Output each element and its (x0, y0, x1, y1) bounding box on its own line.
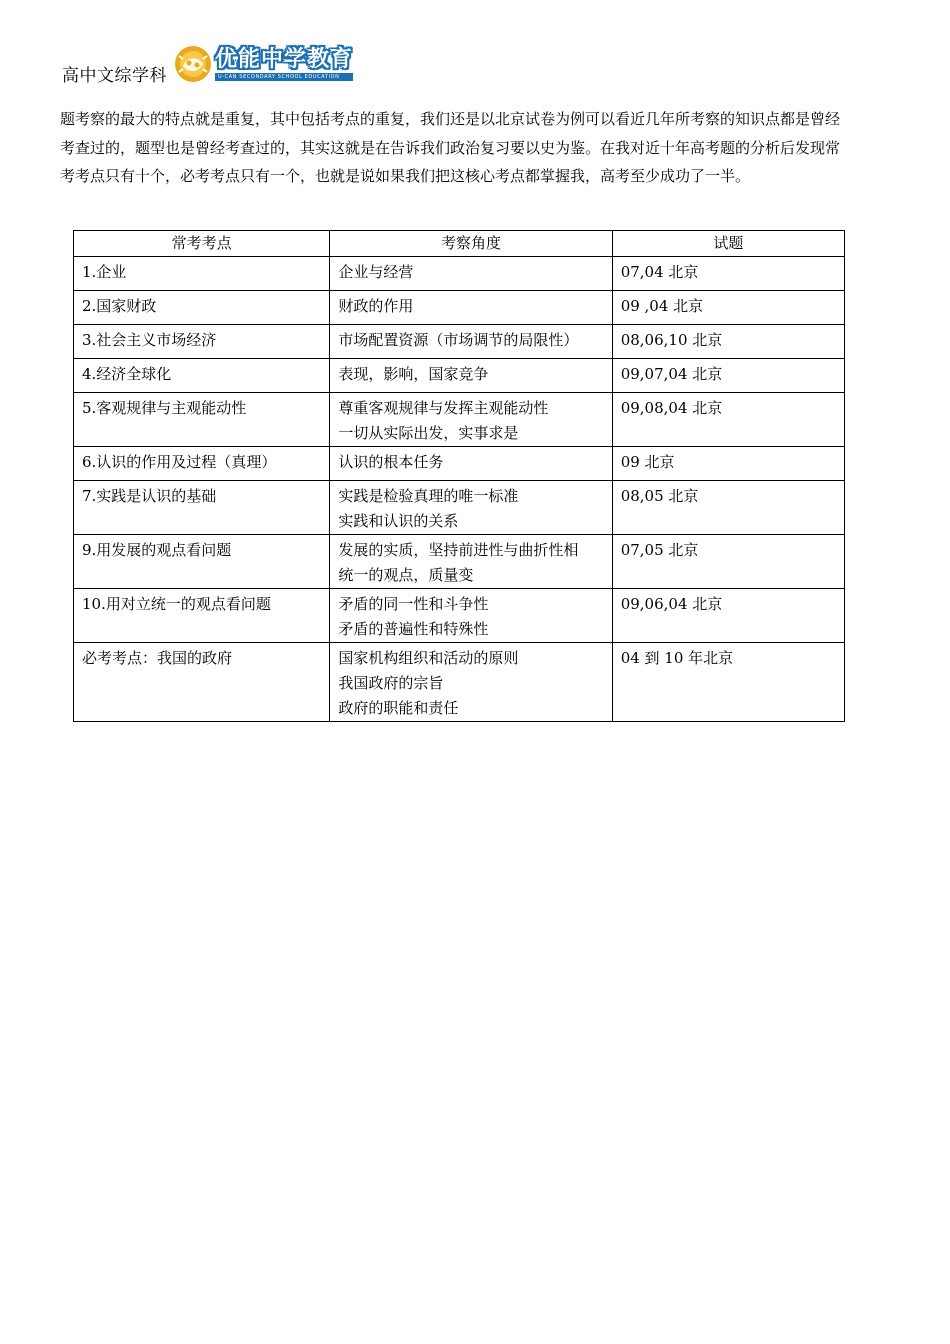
intro-paragraph: 题考察的最大的特点就是重复，其中包括考点的重复，我们还是以北京试卷为例可以看近几年所考察的知识点都是曾经考查过的，题型也是曾经考查过的，其实这就是在告诉我们政治复习要以史为鉴。在我对近十年高考题的分析后发现常考考点只有十个，必考考点只有一个，也就是说如果我们把这核心考点都掌握我，高考至少成功了一半。 (60, 110, 841, 185)
cell-angle (330, 447, 612, 481)
cell-point: 5.客观规律与主观能动性 (74, 393, 330, 447)
cell-angle (330, 589, 612, 643)
angle-line: 统一的观点，质量变 (338, 566, 474, 584)
cell-point: 9.用发展的观点看问题 (74, 535, 330, 589)
logo-emblem-icon (173, 44, 213, 84)
brand-logo (173, 44, 353, 84)
header-subject: 高中文综学科 (62, 65, 167, 86)
cell-test: 09 ,04 北京 (612, 291, 844, 325)
angle-line: 认识的根本任务 (338, 453, 444, 471)
page-header (62, 40, 353, 88)
angle-line: 企业与经营 (338, 263, 414, 281)
angle-line: 市场配置资源（市场调节的局限性） (338, 331, 579, 349)
cell-test: 08,05 北京 (612, 481, 844, 535)
table-row (74, 393, 845, 447)
cell-test: 09,07,04 北京 (612, 359, 844, 393)
table-row (74, 447, 845, 481)
angle-line: 我国政府的宗旨 (338, 674, 444, 692)
table-row (74, 257, 845, 291)
table-header-row (74, 231, 845, 257)
angle-line: 政府的职能和责任 (338, 699, 459, 717)
cell-point: 4.经济全球化 (74, 359, 330, 393)
cell-angle (330, 535, 612, 589)
cell-angle (330, 257, 612, 291)
cell-angle (330, 643, 612, 722)
table-row (74, 643, 845, 722)
logo-tagline: U-CAN SECONDARY SCHOOL EDUCATION (215, 73, 353, 81)
angle-line: 尊重客观规律与发挥主观能动性 (338, 399, 549, 417)
angle-line: 财政的作用 (338, 297, 414, 315)
table-row (74, 481, 845, 535)
cell-test: 09 北京 (612, 447, 844, 481)
cell-point: 7.实践是认识的基础 (74, 481, 330, 535)
angle-line: 矛盾的普遍性和特殊性 (338, 620, 489, 638)
angle-line: 实践和认识的关系 (338, 512, 459, 530)
cell-test: 07,05 北京 (612, 535, 844, 589)
cell-angle (330, 393, 612, 447)
angle-line: 表现，影响，国家竞争 (338, 365, 489, 383)
angle-line: 发展的实质，坚持前进性与曲折性相 (338, 541, 579, 559)
cell-test: 08,06,10 北京 (612, 325, 844, 359)
cell-point: 10.用对立统一的观点看问题 (74, 589, 330, 643)
angle-line: 矛盾的同一性和斗争性 (338, 595, 489, 613)
table-row (74, 535, 845, 589)
header-exam-angle: 考察角度 (330, 231, 612, 257)
header-test-questions: 试题 (612, 231, 844, 257)
table-row (74, 291, 845, 325)
table-row (74, 589, 845, 643)
angle-line: 国家机构组织和活动的原则 (338, 649, 519, 667)
cell-test: 09,08,04 北京 (612, 393, 844, 447)
cell-point: 3.社会主义市场经济 (74, 325, 330, 359)
table-row (74, 325, 845, 359)
cell-test: 09,06,04 北京 (612, 589, 844, 643)
cell-angle (330, 359, 612, 393)
cell-angle (330, 481, 612, 535)
cell-point: 2.国家财政 (74, 291, 330, 325)
angle-line: 一切从实际出发，实事求是 (338, 424, 519, 442)
cell-point: 必考考点：我国的政府 (74, 643, 330, 722)
angle-line: 实践是检验真理的唯一标准 (338, 487, 519, 505)
cell-test: 07,04 北京 (612, 257, 844, 291)
table-row (74, 359, 845, 393)
exam-points-table (73, 230, 845, 722)
cell-angle (330, 291, 612, 325)
cell-angle (330, 325, 612, 359)
cell-point: 6.认识的作用及过程（真理） (74, 447, 330, 481)
cell-test: 04 到 10 年北京 (612, 643, 844, 722)
header-common-points: 常考考点 (74, 231, 330, 257)
logo-brand-text: 优能中学教育 (215, 46, 354, 72)
cell-point: 1.企业 (74, 257, 330, 291)
